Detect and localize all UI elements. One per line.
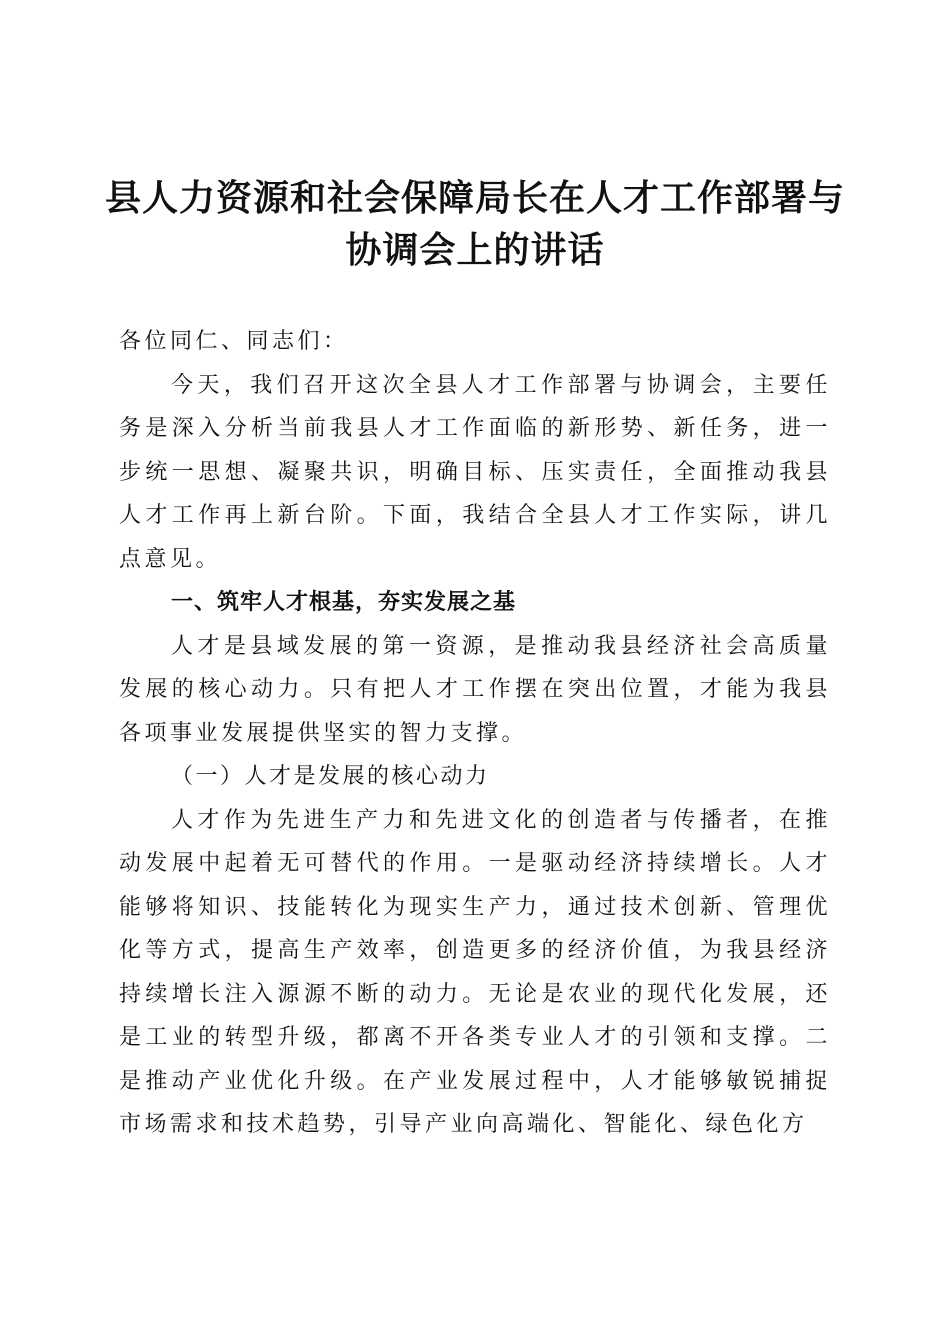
section-1-heading: 一、筑牢人才根基，夯实发展之基 [171,590,517,615]
section-1-paragraph: 人才是县域发展的第一资源，是推动我县经济社会高质量发展的核心动力。只有把人才工作摆在突出位置，才能为我县各项事业发展提供坚实的智力支撑。 [119,633,831,746]
intro-paragraph: 今天，我们召开这次全县人才工作部署与协调会，主要任务是深入分析当前我县人才工作面临的新形势、新任务，进一步统一思想、凝聚共识，明确目标、压实责任，全面推动我县人才工作再上新台阶。下面，我结合全县人才工作实际，讲几点意见。 [119,372,831,572]
document-title: 县人力资源和社会保障局长在人才工作部署与协调会上的讲话 [104,177,845,271]
salutation: 各位同仁、同志们： [119,329,349,354]
document-body [119,320,831,1147]
subsection-1-heading: （一）人才是发展的核心动力 [171,764,490,789]
subsection-1-paragraph: 人才作为先进生产力和先进文化的创造者与传播者，在推动发展中起着无可替代的作用。一是驱动经济持续增长。人才能够将知识、技能转化为现实生产力，通过技术创新、管理优化等方式，提高生产效率，创造更多的经济价值，为我县经济持续增长注入源源不断的动力。无论是农业的现代化发展，还是工业的转型升级，都离不开各类专业人才的引领和支撑。二是推动产业优化升级。在产业发展过程中，人才能够敏锐捕捉市场需求和技术趋势，引导产业向高端化、智能化、绿色化方 [119,807,831,1137]
